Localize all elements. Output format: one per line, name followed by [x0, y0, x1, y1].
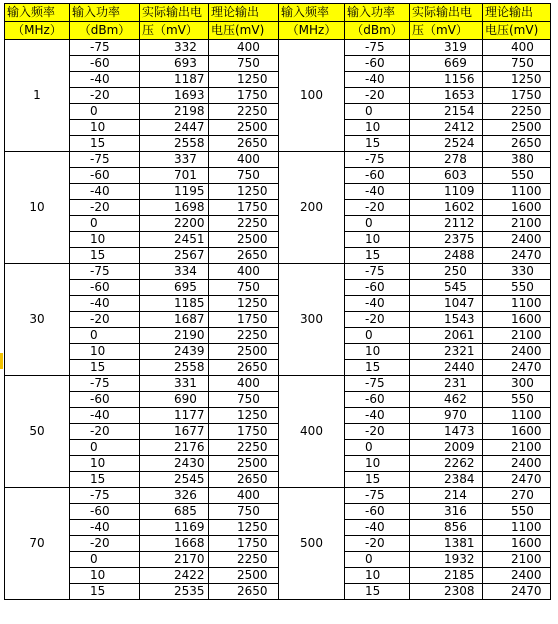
header-theory-unit-left[interactable]: 电压(mV) [209, 22, 279, 40]
power-cell[interactable]: 0 [345, 216, 410, 232]
actual-voltage-cell[interactable]: 2447 [140, 120, 209, 136]
theory-voltage-cell[interactable]: 380 [483, 152, 551, 168]
header-row-2 [5, 22, 551, 40]
power-cell[interactable]: 15 [345, 248, 410, 264]
theory-voltage-cell[interactable]: 550 [483, 168, 551, 184]
table-row [5, 520, 551, 536]
actual-voltage-cell[interactable]: 2185 [410, 568, 483, 584]
actual-voltage-cell[interactable]: 1668 [140, 536, 209, 552]
actual-voltage-cell[interactable]: 1677 [140, 424, 209, 440]
actual-voltage-cell[interactable]: 669 [410, 56, 483, 72]
freq-cell[interactable]: 50 [5, 376, 70, 488]
header-freq-right[interactable]: 输入频率 [279, 4, 345, 22]
theory-voltage-cell[interactable]: 550 [483, 392, 551, 408]
power-cell[interactable]: 15 [70, 472, 140, 488]
actual-voltage-cell[interactable]: 2545 [140, 472, 209, 488]
actual-voltage-cell[interactable]: 685 [140, 504, 209, 520]
row-selection-marker [0, 353, 3, 369]
table-row [5, 392, 551, 408]
theory-voltage-cell[interactable]: 400 [209, 264, 279, 280]
freq-cell[interactable]: 100 [279, 40, 345, 152]
actual-voltage-cell[interactable]: 2412 [410, 120, 483, 136]
table-row [5, 56, 551, 72]
theory-voltage-cell[interactable]: 2650 [209, 136, 279, 152]
header-actual-right[interactable]: 实际输出电 [410, 4, 483, 22]
theory-voltage-cell[interactable]: 2400 [483, 568, 551, 584]
theory-voltage-cell[interactable]: 400 [209, 376, 279, 392]
theory-voltage-cell[interactable]: 1250 [209, 408, 279, 424]
theory-voltage-cell[interactable]: 2250 [209, 104, 279, 120]
power-cell[interactable]: -75 [345, 152, 410, 168]
power-cell[interactable]: -60 [345, 280, 410, 296]
power-cell[interactable]: -40 [345, 72, 410, 88]
table-row [5, 184, 551, 200]
theory-voltage-cell[interactable]: 2400 [483, 344, 551, 360]
table-row [5, 376, 551, 392]
table-row [5, 280, 551, 296]
voltage-table [4, 3, 551, 600]
theory-voltage-cell[interactable]: 1250 [209, 296, 279, 312]
power-cell[interactable]: -40 [345, 296, 410, 312]
power-cell[interactable]: -40 [345, 184, 410, 200]
actual-voltage-cell[interactable]: 2200 [140, 216, 209, 232]
power-cell[interactable]: -20 [70, 312, 140, 328]
power-cell[interactable]: 10 [345, 344, 410, 360]
theory-voltage-cell[interactable]: 2500 [209, 344, 279, 360]
power-cell[interactable]: 15 [345, 472, 410, 488]
power-cell[interactable]: 15 [345, 360, 410, 376]
theory-voltage-cell[interactable]: 1250 [209, 520, 279, 536]
theory-voltage-cell[interactable]: 2500 [209, 456, 279, 472]
power-cell[interactable]: 0 [345, 328, 410, 344]
table-row [5, 504, 551, 520]
theory-voltage-cell[interactable]: 2470 [483, 360, 551, 376]
theory-voltage-cell[interactable]: 2500 [483, 120, 551, 136]
theory-voltage-cell[interactable]: 1600 [483, 312, 551, 328]
power-cell[interactable]: -60 [345, 504, 410, 520]
power-cell[interactable]: -40 [70, 520, 140, 536]
header-theory-unit-right[interactable]: 电压(mV) [483, 22, 551, 40]
table-row [5, 440, 551, 456]
power-cell[interactable]: -60 [345, 168, 410, 184]
theory-voltage-cell[interactable]: 550 [483, 504, 551, 520]
theory-voltage-cell[interactable]: 750 [209, 392, 279, 408]
actual-voltage-cell[interactable]: 2535 [140, 584, 209, 600]
power-cell[interactable]: -20 [345, 200, 410, 216]
theory-voltage-cell[interactable]: 1250 [483, 72, 551, 88]
actual-voltage-cell[interactable]: 332 [140, 40, 209, 56]
theory-voltage-cell[interactable]: 2650 [209, 360, 279, 376]
power-cell[interactable]: -40 [345, 520, 410, 536]
header-actual-unit-left[interactable]: 压（mV） [140, 22, 209, 40]
actual-voltage-cell[interactable]: 1698 [140, 200, 209, 216]
theory-voltage-cell[interactable]: 2500 [209, 232, 279, 248]
power-cell[interactable]: 10 [345, 232, 410, 248]
theory-voltage-cell[interactable]: 270 [483, 488, 551, 504]
theory-voltage-cell[interactable]: 2100 [483, 440, 551, 456]
actual-voltage-cell[interactable]: 2198 [140, 104, 209, 120]
power-cell[interactable]: -40 [70, 72, 140, 88]
actual-voltage-cell[interactable]: 278 [410, 152, 483, 168]
freq-cell[interactable]: 400 [279, 376, 345, 488]
power-cell[interactable]: -40 [70, 184, 140, 200]
theory-voltage-cell[interactable]: 2650 [209, 248, 279, 264]
table-row [5, 136, 551, 152]
power-cell[interactable]: -60 [70, 504, 140, 520]
table-row [5, 328, 551, 344]
actual-voltage-cell[interactable]: 1047 [410, 296, 483, 312]
power-cell[interactable]: -75 [345, 40, 410, 56]
theory-voltage-cell[interactable]: 1600 [483, 424, 551, 440]
table-row [5, 536, 551, 552]
actual-voltage-cell[interactable]: 1187 [140, 72, 209, 88]
power-cell[interactable]: -40 [345, 408, 410, 424]
actual-voltage-cell[interactable]: 462 [410, 392, 483, 408]
actual-voltage-cell[interactable]: 2422 [140, 568, 209, 584]
power-cell[interactable]: -60 [70, 168, 140, 184]
power-cell[interactable]: 0 [345, 440, 410, 456]
table-row [5, 584, 551, 600]
table-row [5, 168, 551, 184]
table-row [5, 104, 551, 120]
actual-voltage-cell[interactable]: 2558 [140, 136, 209, 152]
actual-voltage-cell[interactable]: 1177 [140, 408, 209, 424]
theory-voltage-cell[interactable]: 2100 [483, 216, 551, 232]
power-cell[interactable]: 15 [70, 584, 140, 600]
table-row [5, 72, 551, 88]
actual-voltage-cell[interactable]: 1185 [140, 296, 209, 312]
power-cell[interactable]: -40 [70, 296, 140, 312]
actual-voltage-cell[interactable]: 693 [140, 56, 209, 72]
actual-voltage-cell[interactable]: 2488 [410, 248, 483, 264]
header-power-right[interactable]: 输入功率 [345, 4, 410, 22]
table-row [5, 120, 551, 136]
table-body [5, 4, 551, 600]
power-cell[interactable]: 10 [345, 456, 410, 472]
table-row [5, 152, 551, 168]
actual-voltage-cell[interactable]: 2112 [410, 216, 483, 232]
table-row [5, 424, 551, 440]
header-power-left[interactable]: 输入功率 [70, 4, 140, 22]
actual-voltage-cell[interactable]: 545 [410, 280, 483, 296]
header-freq-left[interactable]: 输入频率 [5, 4, 70, 22]
actual-voltage-cell[interactable]: 2321 [410, 344, 483, 360]
actual-voltage-cell[interactable]: 2384 [410, 472, 483, 488]
power-cell[interactable]: -20 [345, 312, 410, 328]
theory-voltage-cell[interactable]: 1100 [483, 296, 551, 312]
theory-voltage-cell[interactable]: 400 [209, 488, 279, 504]
power-cell[interactable]: 10 [70, 344, 140, 360]
theory-voltage-cell[interactable]: 1250 [209, 184, 279, 200]
power-cell[interactable]: -75 [345, 376, 410, 392]
table-row [5, 296, 551, 312]
power-cell[interactable]: -20 [345, 536, 410, 552]
power-cell[interactable]: -60 [345, 392, 410, 408]
theory-voltage-cell[interactable]: 2500 [209, 120, 279, 136]
theory-voltage-cell[interactable]: 2250 [209, 328, 279, 344]
header-theory-right[interactable]: 理论输出 [483, 4, 551, 22]
power-cell[interactable]: 10 [70, 568, 140, 584]
theory-voltage-cell[interactable]: 550 [483, 280, 551, 296]
theory-voltage-cell[interactable]: 2650 [209, 472, 279, 488]
actual-voltage-cell[interactable]: 326 [140, 488, 209, 504]
power-cell[interactable]: -60 [70, 56, 140, 72]
power-cell[interactable]: 15 [70, 360, 140, 376]
actual-voltage-cell[interactable]: 2558 [140, 360, 209, 376]
power-cell[interactable]: -20 [70, 88, 140, 104]
actual-voltage-cell[interactable]: 2308 [410, 584, 483, 600]
power-cell[interactable]: -75 [345, 488, 410, 504]
actual-voltage-cell[interactable]: 2524 [410, 136, 483, 152]
actual-voltage-cell[interactable]: 1687 [140, 312, 209, 328]
theory-voltage-cell[interactable]: 2650 [209, 584, 279, 600]
actual-voltage-cell[interactable]: 2451 [140, 232, 209, 248]
theory-voltage-cell[interactable]: 750 [483, 56, 551, 72]
theory-voltage-cell[interactable]: 2250 [209, 552, 279, 568]
actual-voltage-cell[interactable]: 1381 [410, 536, 483, 552]
power-cell[interactable]: 15 [345, 136, 410, 152]
theory-voltage-cell[interactable]: 400 [483, 40, 551, 56]
actual-voltage-cell[interactable]: 316 [410, 504, 483, 520]
power-cell[interactable]: -60 [345, 56, 410, 72]
actual-voltage-cell[interactable]: 695 [140, 280, 209, 296]
table-row [5, 40, 551, 56]
actual-voltage-cell[interactable]: 1932 [410, 552, 483, 568]
power-cell[interactable]: 0 [345, 552, 410, 568]
theory-voltage-cell[interactable]: 1750 [483, 88, 551, 104]
actual-voltage-cell[interactable]: 690 [140, 392, 209, 408]
actual-voltage-cell[interactable]: 1473 [410, 424, 483, 440]
table-row [5, 200, 551, 216]
power-cell[interactable]: 10 [70, 120, 140, 136]
actual-voltage-cell[interactable]: 231 [410, 376, 483, 392]
table-row [5, 88, 551, 104]
theory-voltage-cell[interactable]: 2500 [209, 568, 279, 584]
theory-voltage-cell[interactable]: 1750 [209, 312, 279, 328]
power-cell[interactable]: 0 [70, 440, 140, 456]
freq-cell[interactable]: 200 [279, 152, 345, 264]
table-row [5, 344, 551, 360]
actual-voltage-cell[interactable]: 701 [140, 168, 209, 184]
actual-voltage-cell[interactable]: 2567 [140, 248, 209, 264]
actual-voltage-cell[interactable]: 319 [410, 40, 483, 56]
power-cell[interactable]: -20 [70, 200, 140, 216]
table-row [5, 248, 551, 264]
theory-voltage-cell[interactable]: 300 [483, 376, 551, 392]
theory-voltage-cell[interactable]: 2470 [483, 248, 551, 264]
actual-voltage-cell[interactable]: 2262 [410, 456, 483, 472]
power-cell[interactable]: 10 [70, 232, 140, 248]
power-cell[interactable]: -40 [70, 408, 140, 424]
theory-voltage-cell[interactable]: 400 [209, 152, 279, 168]
power-cell[interactable]: 10 [70, 456, 140, 472]
theory-voltage-cell[interactable]: 2250 [209, 440, 279, 456]
actual-voltage-cell[interactable]: 334 [140, 264, 209, 280]
actual-voltage-cell[interactable]: 2009 [410, 440, 483, 456]
actual-voltage-cell[interactable]: 856 [410, 520, 483, 536]
power-cell[interactable]: -75 [70, 376, 140, 392]
actual-voltage-cell[interactable]: 2430 [140, 456, 209, 472]
theory-voltage-cell[interactable]: 1600 [483, 536, 551, 552]
actual-voltage-cell[interactable]: 2439 [140, 344, 209, 360]
power-cell[interactable]: -20 [345, 88, 410, 104]
power-cell[interactable]: 15 [345, 584, 410, 600]
theory-voltage-cell[interactable]: 2100 [483, 328, 551, 344]
actual-voltage-cell[interactable]: 214 [410, 488, 483, 504]
actual-voltage-cell[interactable]: 1109 [410, 184, 483, 200]
theory-voltage-cell[interactable]: 1750 [209, 424, 279, 440]
actual-voltage-cell[interactable]: 603 [410, 168, 483, 184]
header-actual-unit-right[interactable]: 压（mV） [410, 22, 483, 40]
actual-voltage-cell[interactable]: 1169 [140, 520, 209, 536]
theory-voltage-cell[interactable]: 750 [209, 168, 279, 184]
table-row [5, 456, 551, 472]
theory-voltage-cell[interactable]: 1750 [209, 200, 279, 216]
table-row [5, 360, 551, 376]
header-freq-unit-left[interactable]: （MHz） [5, 22, 70, 40]
theory-voltage-cell[interactable]: 750 [209, 56, 279, 72]
theory-voltage-cell[interactable]: 2100 [483, 552, 551, 568]
power-cell[interactable]: -75 [345, 264, 410, 280]
table-row [5, 472, 551, 488]
power-cell[interactable]: -75 [70, 40, 140, 56]
actual-voltage-cell[interactable]: 1693 [140, 88, 209, 104]
theory-voltage-cell[interactable]: 1250 [209, 72, 279, 88]
power-cell[interactable]: 10 [345, 120, 410, 136]
power-cell[interactable]: -75 [70, 264, 140, 280]
theory-voltage-cell[interactable]: 750 [209, 504, 279, 520]
header-freq-unit-right[interactable]: （MHz） [279, 22, 345, 40]
power-cell[interactable]: 0 [345, 104, 410, 120]
header-row-1 [5, 4, 551, 22]
table-row [5, 232, 551, 248]
theory-voltage-cell[interactable]: 2400 [483, 232, 551, 248]
power-cell[interactable]: 0 [70, 552, 140, 568]
table-row [5, 408, 551, 424]
theory-voltage-cell[interactable]: 1100 [483, 408, 551, 424]
power-cell[interactable]: -60 [70, 280, 140, 296]
header-power-unit-right[interactable]: （dBm） [345, 22, 410, 40]
actual-voltage-cell[interactable]: 2440 [410, 360, 483, 376]
freq-cell[interactable]: 1 [5, 40, 70, 152]
power-cell[interactable]: 0 [70, 216, 140, 232]
power-cell[interactable]: -20 [70, 536, 140, 552]
actual-voltage-cell[interactable]: 250 [410, 264, 483, 280]
power-cell[interactable]: 10 [345, 568, 410, 584]
power-cell[interactable]: 15 [70, 248, 140, 264]
power-cell[interactable]: -75 [70, 152, 140, 168]
power-cell[interactable]: 15 [70, 136, 140, 152]
table-row [5, 216, 551, 232]
theory-voltage-cell[interactable]: 1750 [209, 88, 279, 104]
actual-voltage-cell[interactable]: 2170 [140, 552, 209, 568]
actual-voltage-cell[interactable]: 1156 [410, 72, 483, 88]
actual-voltage-cell[interactable]: 970 [410, 408, 483, 424]
theory-voltage-cell[interactable]: 1100 [483, 520, 551, 536]
header-power-unit-left[interactable]: （dBm） [70, 22, 140, 40]
actual-voltage-cell[interactable]: 331 [140, 376, 209, 392]
freq-cell[interactable]: 300 [279, 264, 345, 376]
power-cell[interactable]: -60 [70, 392, 140, 408]
table-row [5, 568, 551, 584]
theory-voltage-cell[interactable]: 2470 [483, 472, 551, 488]
theory-voltage-cell[interactable]: 2400 [483, 456, 551, 472]
power-cell[interactable]: -75 [70, 488, 140, 504]
theory-voltage-cell[interactable]: 1750 [209, 536, 279, 552]
power-cell[interactable]: -20 [70, 424, 140, 440]
table-row [5, 488, 551, 504]
theory-voltage-cell[interactable]: 1100 [483, 184, 551, 200]
freq-cell[interactable]: 500 [279, 488, 345, 600]
actual-voltage-cell[interactable]: 1543 [410, 312, 483, 328]
theory-voltage-cell[interactable]: 400 [209, 40, 279, 56]
header-theory-left[interactable]: 理论输出 [209, 4, 279, 22]
theory-voltage-cell[interactable]: 2470 [483, 584, 551, 600]
table-row [5, 312, 551, 328]
actual-voltage-cell[interactable]: 2154 [410, 104, 483, 120]
actual-voltage-cell[interactable]: 1602 [410, 200, 483, 216]
theory-voltage-cell[interactable]: 1600 [483, 200, 551, 216]
theory-voltage-cell[interactable]: 2250 [209, 216, 279, 232]
actual-voltage-cell[interactable]: 1195 [140, 184, 209, 200]
power-cell[interactable]: 0 [70, 328, 140, 344]
power-cell[interactable]: -20 [345, 424, 410, 440]
table-row [5, 552, 551, 568]
freq-cell[interactable]: 30 [5, 264, 70, 376]
actual-voltage-cell[interactable]: 1653 [410, 88, 483, 104]
theory-voltage-cell[interactable]: 330 [483, 264, 551, 280]
header-actual-left[interactable]: 实际输出电 [140, 4, 209, 22]
freq-cell[interactable]: 10 [5, 152, 70, 264]
actual-voltage-cell[interactable]: 2176 [140, 440, 209, 456]
actual-voltage-cell[interactable]: 337 [140, 152, 209, 168]
actual-voltage-cell[interactable]: 2190 [140, 328, 209, 344]
theory-voltage-cell[interactable]: 750 [209, 280, 279, 296]
actual-voltage-cell[interactable]: 2375 [410, 232, 483, 248]
power-cell[interactable]: 0 [70, 104, 140, 120]
theory-voltage-cell[interactable]: 2250 [483, 104, 551, 120]
freq-cell[interactable]: 70 [5, 488, 70, 600]
actual-voltage-cell[interactable]: 2061 [410, 328, 483, 344]
table-row [5, 264, 551, 280]
theory-voltage-cell[interactable]: 2650 [483, 136, 551, 152]
